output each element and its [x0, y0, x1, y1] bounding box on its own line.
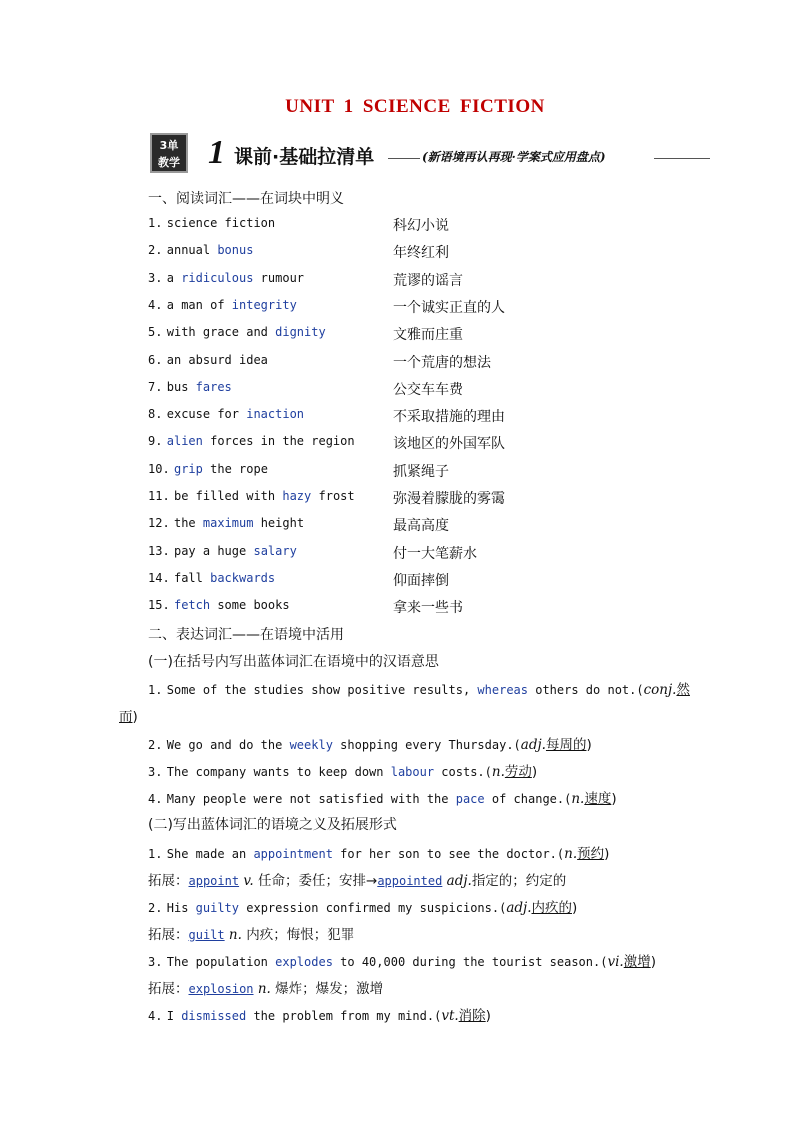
vocab-meaning: 科幻小说: [393, 218, 449, 234]
vocab-row: 9. alien forces in the region: [148, 434, 355, 449]
blue-word: backwards: [210, 570, 276, 585]
blue-word: ridiculous: [181, 270, 254, 285]
vocab-meaning: 公交车车费: [393, 381, 463, 398]
vocab-meaning: 一个荒唐的想法: [393, 354, 491, 371]
blue-word: fares: [195, 379, 232, 394]
answer: 每周的: [545, 737, 587, 753]
vocab-row: 3. a ridiculous rumour: [148, 270, 305, 285]
vocab-meaning: 荒谬的谣言: [393, 272, 463, 289]
p1-item: 4. Many people were not satisfied with the pace of change.(n.速度): [148, 791, 617, 807]
arrow-icon: →: [366, 873, 378, 889]
vocab-meaning: 文雅而庄重: [393, 327, 463, 344]
vocab-row: 4. a man of integrity: [148, 297, 297, 312]
banner-rule-right: [654, 158, 710, 159]
vocab-num: 15.: [148, 598, 170, 613]
vocab-row: 5. with grace and dignity: [148, 325, 326, 340]
p2-extension: 拓展：explosion n. 爆炸；爆发；激增: [148, 981, 384, 997]
blue-word: guilty: [195, 901, 240, 915]
vocab-num: 7.: [148, 379, 163, 394]
blue-word: integrity: [231, 297, 297, 312]
section1-heading: 一、阅读词汇——在词块中明义: [148, 191, 344, 207]
p1-item: 3. The company wants to keep down labour costs.(n.劳动): [148, 764, 538, 780]
part1-heading: (一)在括号内写出蓝体词汇在语境中的汉语意思: [148, 654, 439, 670]
answer: 消除: [458, 1008, 486, 1024]
vocab-num: 3.: [148, 270, 163, 285]
vocab-meaning: 最高高度: [393, 518, 449, 535]
p1-item: 1. Some of the studies show positive results, whereas others do not.(conj.然: [148, 682, 690, 698]
p2-item: 2. His guilty expression confirmed my suspicions.(adj.内疚的): [148, 900, 578, 916]
vocab-meaning: 年终红利: [393, 245, 449, 262]
blue-word: grip: [173, 461, 203, 476]
vocab-meaning: 弥漫着朦胧的雾霭: [393, 491, 505, 507]
p2-item: 1. She made an appointment for her son to see the doctor.(n.预约): [148, 846, 610, 862]
blue-word: explodes: [275, 955, 333, 969]
blue-word: appointment: [253, 847, 333, 861]
answer: 劳动: [504, 764, 532, 780]
answer: 速度: [584, 791, 612, 807]
blue-word: bonus: [217, 243, 254, 258]
vocab-meaning: 仰面摔倒: [393, 572, 449, 589]
p2-item: 3. The population explodes to 40,000 during the tourist season.(vi.激增): [148, 954, 656, 970]
vocab-row: 14. fall backwards: [148, 570, 276, 585]
vocab-num: 6.: [148, 352, 163, 367]
blue-word: pace: [455, 792, 485, 806]
vocab-meaning: 拿来一些书: [393, 600, 463, 617]
blue-word: salary: [253, 543, 297, 558]
section-banner: [150, 133, 710, 175]
blue-word: inaction: [246, 407, 305, 422]
vocab-row: 13. pay a huge salary: [148, 543, 297, 558]
vocab-num: 11.: [148, 489, 170, 503]
answer: 内疚的: [531, 900, 572, 916]
blue-word: maximum: [202, 516, 254, 531]
vocab-row: 2. annual bonus: [148, 243, 254, 258]
badge-line2: 教学: [158, 156, 180, 169]
blue-word: labour: [390, 765, 435, 779]
vocab-num: 9.: [148, 434, 163, 449]
vocab-num: 13.: [148, 543, 170, 558]
vocab-num: 1.: [148, 216, 163, 230]
vocab-row: 11. be filled with hazy frost: [148, 489, 355, 503]
vocab-meaning: 该地区的外国军队: [393, 436, 505, 453]
vocab-num: 12.: [148, 516, 170, 531]
vocab-num: 2.: [148, 243, 163, 258]
vocab-num: 5.: [148, 325, 163, 340]
banner-title: 课前·基础拉清单: [234, 146, 375, 168]
part2-heading: (二)写出蓝体词汇的语境之义及拓展形式: [148, 817, 397, 833]
p2-extension: 拓展：guilt n. 内疚；悔恨；犯罪: [148, 927, 355, 943]
vocab-row: 15. fetch some books: [148, 598, 290, 613]
vocab-meaning: 抓紧绳子: [393, 463, 449, 480]
banner-subtitle: (新语境再认再现·学案式应用盘点): [422, 150, 606, 164]
vocab-row: 1. science fiction: [148, 216, 276, 230]
badge-icon: [150, 133, 188, 173]
vocab-meaning: 不采取措施的理由: [393, 409, 505, 426]
badge-line1: 3单: [159, 139, 179, 152]
vocab-num: 14.: [148, 570, 170, 585]
vocab-meaning: 一个诚实正直的人: [393, 299, 505, 316]
p1-item: 2. We go and do the weekly shopping every Thursday.(adj.每周的): [148, 737, 592, 753]
vocab-row: 6. an absurd idea: [148, 352, 268, 367]
blue-word: dismissed: [181, 1009, 247, 1023]
vocab-row: 8. excuse for inaction: [148, 407, 305, 422]
blue-word: whereas: [477, 683, 528, 697]
vocab-row: 12. the maximum height: [148, 516, 305, 531]
vocab-num: 4.: [148, 297, 163, 312]
p2-item: 4. I dismissed the problem from my mind.(vt.消除): [148, 1008, 491, 1024]
blue-word: alien: [166, 434, 203, 449]
page-title: UNIT 1 SCIENCE FICTION: [285, 96, 545, 117]
vocab-meaning: 付一大笔薪水: [393, 545, 477, 562]
blue-word: hazy: [282, 489, 312, 503]
answer: 然: [676, 682, 690, 698]
vocab-num: 8.: [148, 407, 163, 422]
section2-heading: 二、表达词汇——在语境中活用: [148, 627, 344, 643]
vocab-row: 10. grip the rope: [148, 461, 268, 476]
blue-word: dignity: [275, 325, 326, 340]
blue-word: fetch: [173, 598, 211, 613]
vocab-num: 10.: [148, 461, 170, 476]
p1-item-cont: 而): [119, 709, 138, 725]
answer: 激增: [623, 954, 651, 970]
blue-word: weekly: [289, 738, 333, 752]
answer: 预约: [577, 846, 605, 862]
banner-rule-left: [388, 158, 420, 159]
vocab-row: 7. bus fares: [148, 379, 232, 394]
p2-extension: 拓展：appoint v. 任命；委任；安排→appointed adj.指定的；约定的: [148, 873, 567, 889]
banner-number: 1: [208, 134, 225, 171]
